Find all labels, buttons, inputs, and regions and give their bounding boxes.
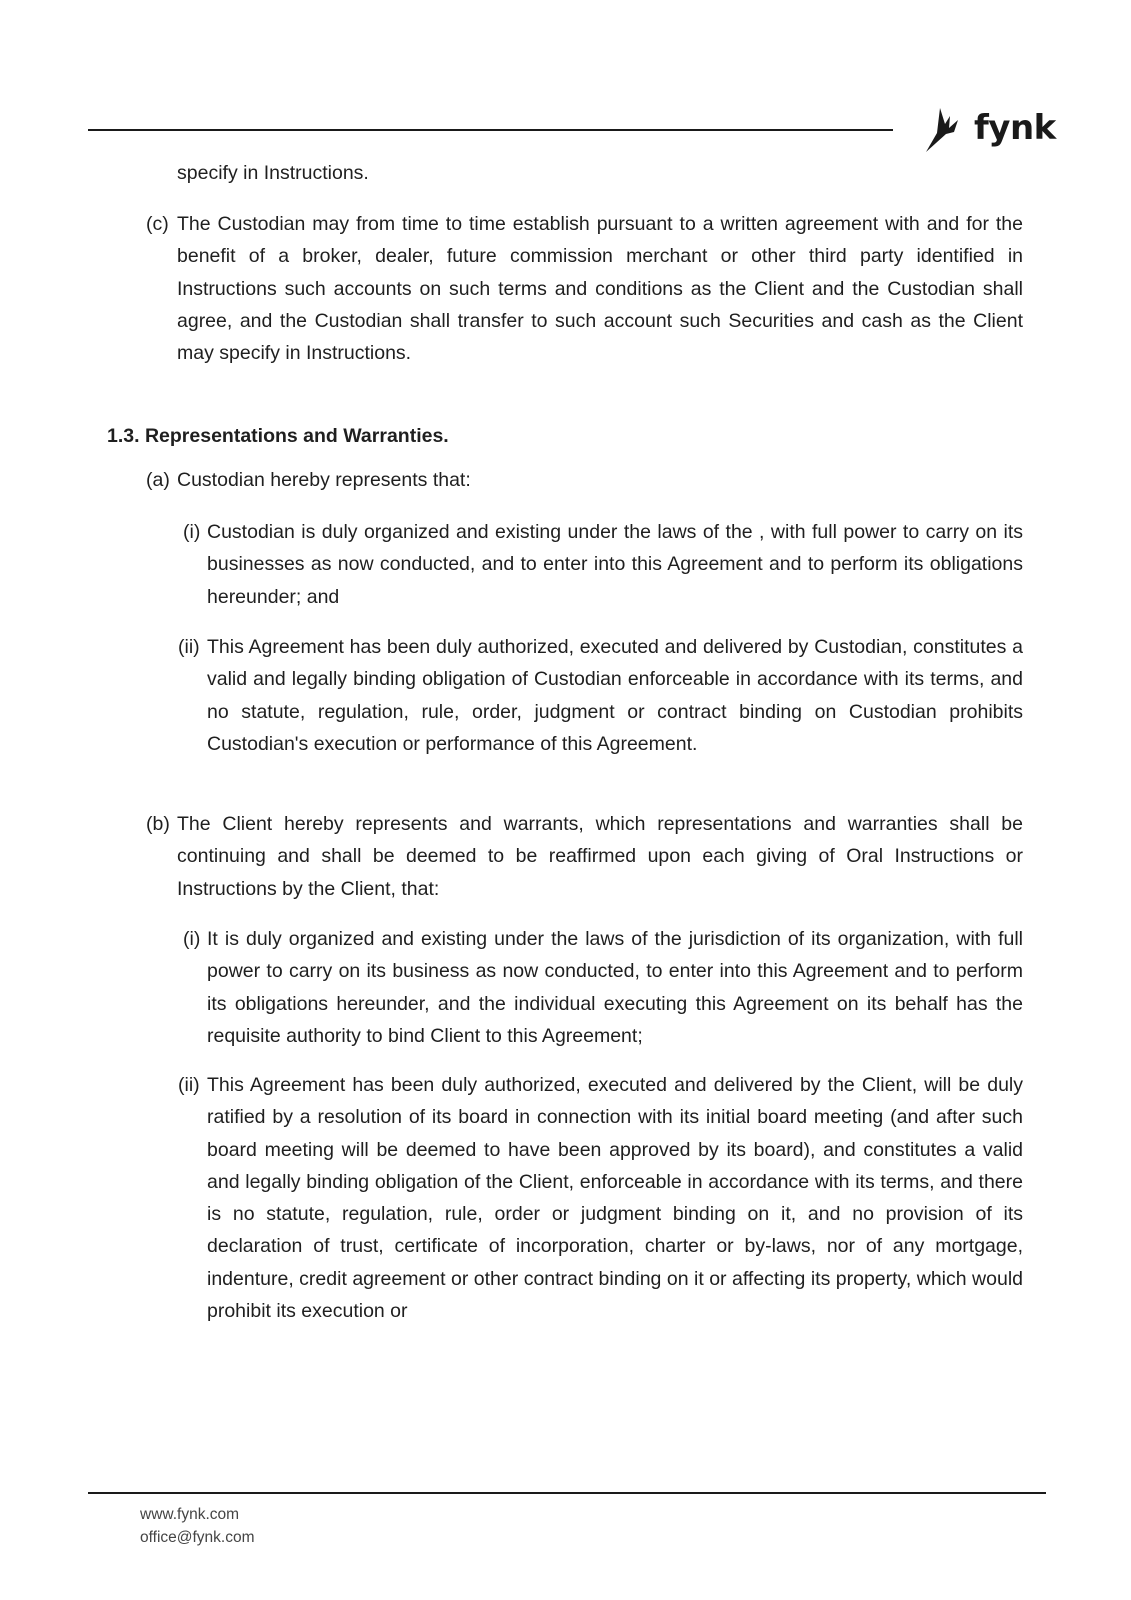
clause-b-label: (b) — [146, 813, 170, 835]
clause-b-item-text: This Agreement has been duly authorized, executed and delivered by the Client, will be duly ratified by a resolution of its board in connection with its initial board meeting (and after such board meeting will be deemed to have been approved by its board), and constitutes a valid and legally binding obligation of the Client, enforceable in accordance with its terms, and there is no statute, regulation, rule, order or judgment binding on it, and no provision of its declaration of trust, certificate of incorporation, charter or by-laws, nor of any mortgage, indenture, credit agreement or other contract binding on it or affecting its property, which would prohibit its execution or — [207, 1074, 1023, 1323]
clause-b — [146, 808, 1023, 905]
section-number: 1.3. — [107, 425, 140, 447]
clause-a-item — [183, 516, 1023, 613]
bird-icon — [918, 104, 970, 156]
clause-b-item-text: It is duly organized and existing under the laws of the jurisdiction of its organization, with full power to carry on its business as now conducted, to enter into this Agreement and to perform its obligations hereunder, and the individual executing this Agreement on its behalf has the requisite authority to bind Client to this Agreement; — [207, 928, 1023, 1047]
clause-a-item — [178, 631, 1023, 760]
clause-b-item-label: (i) — [183, 928, 201, 950]
clause-a-item-label: (ii) — [178, 636, 200, 658]
clause-a — [146, 464, 1023, 496]
header-divider — [88, 129, 893, 131]
clause-c-text: The Custodian may from time to time establish pursuant to a written agreement with and for the benefit of a broker, dealer, future commission merchant or other third party identified in Instructions such accounts on such terms and conditions as the Client and the Custodian shall agree, and the Custodian shall transfer to such account such Securities and cash as the Client may specify in Instructions. — [177, 213, 1023, 365]
footer — [140, 1503, 255, 1549]
footer-divider — [88, 1492, 1046, 1494]
clause-a-item-text: Custodian is duly organized and existing under the laws of the , with full power to carry on its businesses as now conducted, and to enter into this Agreement and to perform its obligations hereunder; and — [207, 521, 1023, 608]
clause-a-item-label: (i) — [183, 521, 201, 543]
logo-wordmark: fynk — [974, 108, 1056, 148]
section-title: Representations and Warranties. — [144, 425, 449, 447]
clause-c — [146, 208, 1023, 369]
footer-email-link[interactable]: office@fynk.com — [140, 1529, 255, 1546]
fynk-logo — [918, 104, 1056, 156]
clause-b-item-label: (ii) — [178, 1074, 200, 1096]
section-heading — [107, 420, 449, 452]
continuation-text: specify in Instructions. — [177, 162, 369, 184]
clause-b-text: The Client hereby represents and warrants, which representations and warranties shall be continuing and shall be deemed to be reaffirmed upon each giving of Oral Instructions or Instructions by the Client, that: — [177, 813, 1023, 900]
footer-website-link[interactable]: www.fynk.com — [140, 1506, 240, 1523]
clause-c-label: (c) — [146, 213, 169, 235]
clause-a-item-text: This Agreement has been duly authorized, executed and delivered by Custodian, constitutes a valid and legally binding obligation of Custodian enforceable in accordance with its terms, and no statute, regulation, rule, order, judgment or contract binding on Custodian prohibits Custodian's execution or performance of this Agreement. — [207, 636, 1023, 755]
clause-a-text: Custodian hereby represents that: — [177, 469, 471, 491]
clause-b-item — [183, 923, 1023, 1052]
clause-b-item — [178, 1069, 1023, 1327]
clause-a-label: (a) — [146, 469, 170, 491]
